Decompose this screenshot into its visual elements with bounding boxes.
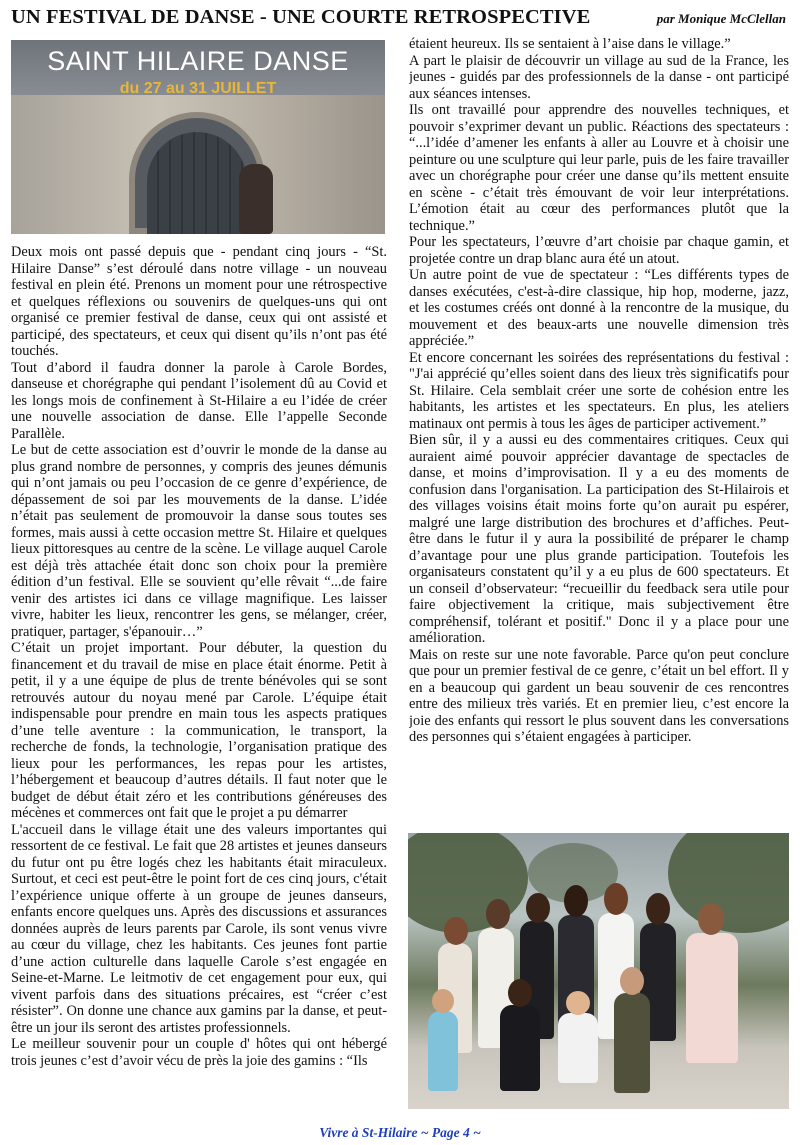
photo-person-head	[620, 967, 644, 995]
paragraph: Et encore concernant les soirées des représentations du festival : "J'ai apprécié qu’elles soient dans des lieux très significatifs pour St. Hilaire. Cela semblait créer une sorte de cohésion entre les habitants, les artistes et les spectateurs. En plus, les ateliers matinaux ont permis à tous les âges de participer activement.”	[409, 349, 789, 432]
paragraph: Bien sûr, il y a aussi eu des commentaires critiques. Ceux qui auraient aimé pouvoir apprécier davantage de spectacles de danse, et moins d’improvisation. Il y a eu des moments de confusion dans l'organisation. La participation des St-Hilairois et des villages voisins était moins forte qu’on aurait pu espérer, malgré une large distribution des brochures et d’affiches. Peut-être dans le futur il y aura la possibilité de préparer le champ d’avantage pour une plus grande participation. Toutefois les organisateurs constatent qu’il y a eu plus de 600 spectateurs. Et un conseil d’observateur: “recueillir du feedback sera utile pour faire objectivement la critique, mais subjectivement être compréhensif, tolérant et positif." Donc il y a place pour une amélioration.	[409, 432, 789, 646]
article-title: UN FESTIVAL DE DANSE - UNE COURTE RETROSPECTIVE	[11, 6, 591, 28]
photo-person-head	[486, 899, 510, 929]
paragraph: Le but de cette association est d’ouvrir le monde de la danse au plus grand nombre de personnes, y compris des jeunes démunis qui n’ont jamais ou peu l’occasion de ce genre d’expérience, de dépassement de soi par les mouvements de la danse. L’idée n’était pas seulement de promouvoir la danse sous toutes ses formes, mais aussi à cette occasion mettre St. Hilaire et quelques lieux pittoresques au centre de la scène. Le village auquel Carole est déjà très attachée était donc son choix pour la première édition d’un festival. Elle se souvient qu’elle rêvait “...de faire venir des artistes ici dans ce village magnifique. Les laisser vivre, habiter les lieux, rencontrer les gens, se mélanger, créer, pratiquer, partager, s'épanouir…”	[11, 442, 387, 640]
photo-person	[558, 1013, 598, 1083]
paragraph: Le meilleur souvenir pour un couple d' hôtes qui ont hébergé trois jeunes c’est d’avoir vécu de près la joie des gamins : “Ils	[11, 1036, 387, 1069]
photo-person-head	[698, 903, 724, 935]
paragraph: Pour les spectateurs, l’œuvre d’art choisie par chaque gamin, et projetée contre un drap blanc aura été un atout.	[409, 234, 789, 267]
author-byline: par Monique McClellan	[656, 11, 786, 26]
photo-person	[428, 1011, 458, 1091]
poster-gate	[147, 132, 247, 234]
paragraph: Mais on reste sur une note favorable. Parce qu'on peut conclure que pour un premier festival de ce genre, c’était un bel effort. Il y en a beaucoup qui gardent un beau souvenir de ces rencontres entre des milieux très variés. Et en premier lieu, c’est encore la joie des enfants qui ressort le plus souvent dans les conversations des personnes qui s’étaient engagées à participer.	[409, 646, 789, 745]
photo-person-head	[526, 893, 550, 923]
photo-person	[500, 1005, 540, 1091]
left-column	[11, 244, 387, 1124]
paragraph: Tout d’abord il faudra donner la parole à Carole Bordes, danseuse et chorégraphe qui pendant l’isolement dû au Covid et les longs mois de confinement à St-Hilaire a eu l’idée de créer une nouvelle association de danse. Elle l’appelle Seconde Parallèle.	[11, 359, 387, 442]
photo-person	[686, 933, 738, 1063]
paragraph: C’était un projet important. Pour débuter, la question du financement et du travail de mise en place était énorme. Petit à petit, il y a une équipe de plus de trente bénévoles qui se sont retrouvés autour du noyau mené par Carole. L’équipe était indispensable pour prendre en main tous les aspects pratiques d’une telle aventure : la communication, le transport, la recherche de fonds, la technologie, l’organisation pratique des lieux pour les performances, les repas pour les artistes, l’hébergement et beaucoup d’autres détails. Il faut noter que le budget de début était zéro et les contributions généreuses des mécènes et commerces ont fait que le projet a pu démarrer	[11, 640, 387, 821]
paragraph: étaient heureux. Ils se sentaient à l’aise dans le village.”	[409, 36, 731, 52]
page-footer: Vivre à St-Hilaire ~ Page 4 ~	[319, 1125, 481, 1140]
poster-dancer-figure	[239, 164, 273, 234]
poster-dates: du 27 au 31 JUILLET	[119, 80, 277, 97]
photo-person-head	[432, 989, 454, 1013]
paragraph: Deux mois ont passé depuis que - pendant cinq jours - “St. Hilaire Danse” s’est déroulé dans notre village - un nouveau festival en plein été. Prenons un moment pour une rétrospective et quelques réflexions ou souvenirs de quelques-uns qui ont organisé ce premier festival de danse, ceux qui ont assisté et participé, des spectateurs, et ceux qui disent qu’ils n’ont pas été touchés.	[11, 244, 387, 359]
photo-person-head	[564, 885, 588, 917]
poster-title: SAINT HILAIRE DANSE	[47, 46, 349, 76]
photo-person	[614, 993, 650, 1093]
group-photo-dancers	[408, 833, 789, 1109]
photo-person-head	[604, 883, 628, 915]
photo-person-head	[646, 893, 670, 925]
paragraph: L'accueil dans le village était une des valeurs importantes qui ressortent de ce festival. Le fait que 28 artistes et jeunes danseurs du futur ont pu être logés chez les habitants était miraculeux. Surtout, et ceci est peut-être le point fort de ces cinq jours, c'était l’expérience unique offerte à un groupe de jeunes danseurs, enfants encore quelques uns. Après des discussions et assurances données auprès de leurs parents par Carole, ils sont venus vivre au cœur du village, chez les habitants. Ces jeunes font partie d’une action culturelle dans laquelle Carole s’est engagée en Seine-et-Marne. Le leitmotiv de cet engagement pour eux, qui vivent parfois dans des situations précaires, est “créer c’est résister”. On donne une chance aux gamins par la danse, et peut-être un jour ils seront des artistes professionnels.	[11, 821, 387, 1036]
paragraph: Ils ont travaillé pour apprendre des nouvelles techniques, et pouvoir s’exprimer devant un public. Réactions des spectateurs : “...l’idée d’amener les enfants à aller au Louvre et à choisir une peinture ou une sculpture qui leur parle, puis de les faire travailler avec un chorégraphe pour créer une danse qu’ils mettent ensuite en scène - c’était très émouvant de voir leur interprétations. L’émotion était au cœur des performances plutôt que la technique.”	[409, 102, 789, 234]
right-column	[409, 36, 789, 816]
photo-tree	[668, 833, 789, 933]
photo-person-head	[444, 917, 468, 945]
festival-poster-image	[11, 40, 385, 234]
photo-person-head	[508, 979, 532, 1007]
photo-person-head	[566, 991, 590, 1015]
paragraph: A part le plaisir de découvrir un village au sud de la France, les jeunes - guidés par des professionnels de la danse - ont participé aux séances intenses.	[409, 52, 789, 102]
paragraph: Un autre point de vue de spectateur : “Les différents types de danses exécutées, c'est-à-dire classique, hip hop, moderne, jazz, et les costumes créés ont donné à la rencontre de la musique, du mouvement et des beaux-arts une nouvelle dimension très appréciée.”	[409, 267, 789, 349]
photo-tree	[408, 833, 528, 933]
